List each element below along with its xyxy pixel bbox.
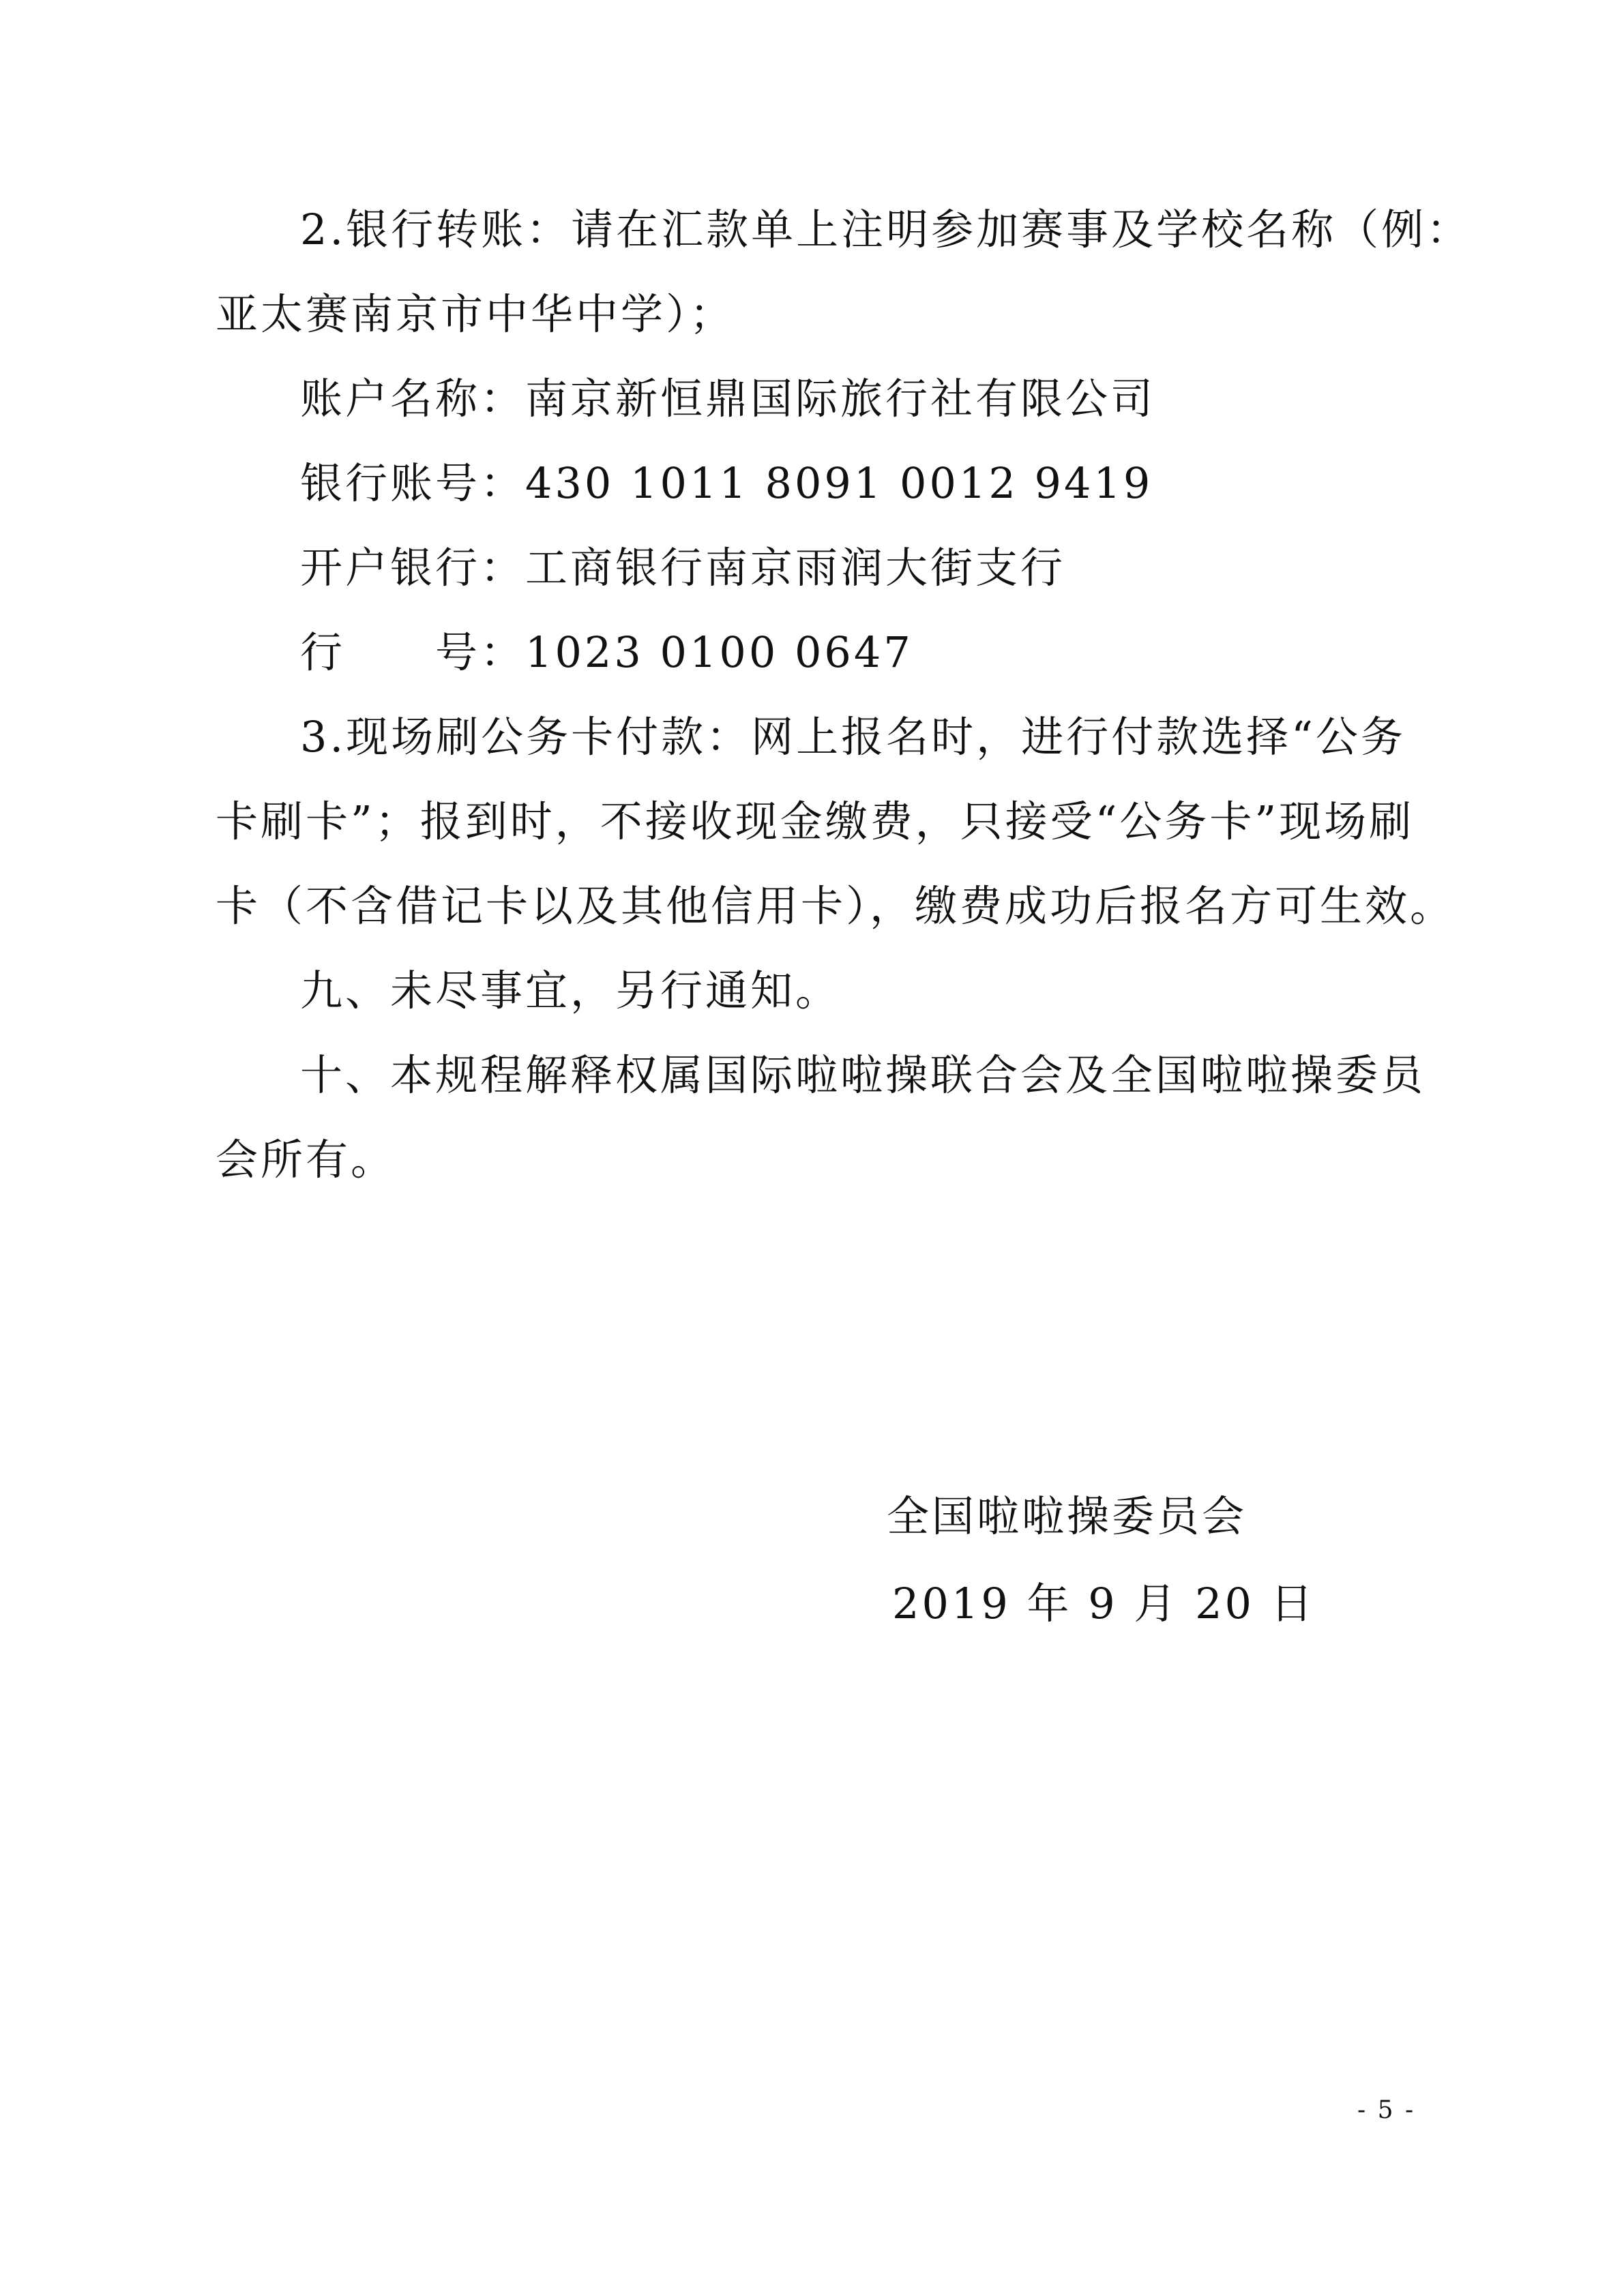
- text-line: 3.现场刷公务卡付款：网上报名时，进行付款选择“公务: [300, 712, 1406, 762]
- document-body: [216, 188, 1472, 1202]
- bank-transfer-paragraph: [216, 188, 1472, 357]
- text-line: 2.银行转账：请在汇款单上注明参加赛事及学校名称（例：: [300, 205, 1472, 254]
- text-line: 卡（不含借记卡以及其他信用卡），缴费成功后报名方可生效。: [216, 881, 1456, 931]
- page-number: - 5 -: [1357, 2096, 1416, 2124]
- text-line: 亚太赛南京市中华中学）；: [216, 289, 735, 339]
- opening-bank-paragraph: [216, 526, 1423, 610]
- bank-code-paragraph: [216, 610, 1423, 695]
- account-name-paragraph: [216, 357, 1423, 441]
- text-line: 九、未尽事宜，另行通知。: [300, 966, 841, 1015]
- text-line: 会所有。: [216, 1135, 396, 1184]
- text-line: 卡刷卡”；报到时，不接收现金缴费，只接受“公务卡”现场刷: [216, 796, 1415, 846]
- text-line: 十、本规程解释权属国际啦啦操联合会及全国啦啦操委员: [300, 1050, 1426, 1100]
- article-nine-paragraph: [216, 949, 1423, 1033]
- signature-organization: 全国啦啦操委员会: [887, 1491, 1247, 1541]
- text-line: 开户银行：工商银行南京雨润大街支行: [300, 543, 1066, 593]
- card-payment-paragraph: [216, 695, 1456, 949]
- account-number-paragraph: [216, 441, 1423, 526]
- signature-date: 2019 年 9 月 20 日: [892, 1579, 1316, 1628]
- text-line: 银行账号：430 1011 8091 0012 9419: [300, 458, 1153, 508]
- article-ten-paragraph: [216, 1033, 1426, 1202]
- text-line: 行 号：1023 0100 0647: [300, 627, 913, 677]
- text-line: 账户名称：南京新恒鼎国际旅行社有限公司: [300, 374, 1156, 423]
- signature-block: [887, 1473, 1316, 1648]
